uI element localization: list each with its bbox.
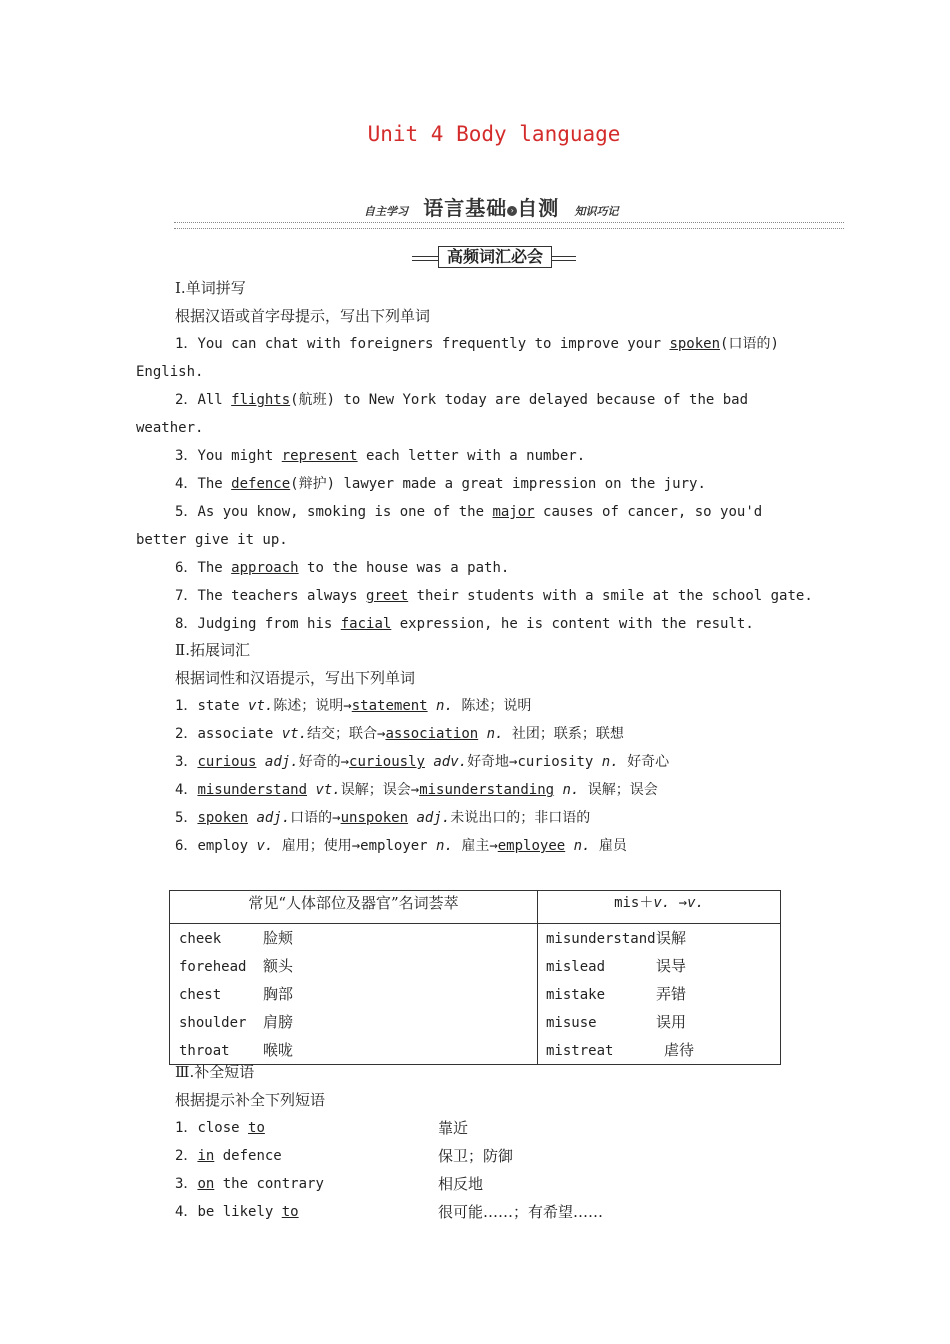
answer: spoken [197, 810, 249, 826]
page-title: Unit 4 Body language [367, 122, 621, 146]
phrase-meaning: 很可能……；有希望…… [438, 1203, 604, 1221]
answer: misunderstand [197, 782, 308, 798]
table-row: throat 喉咙 [179, 1041, 294, 1059]
phrase-meaning: 相反地 [438, 1175, 484, 1193]
answer: to [248, 1120, 265, 1136]
section-banner [174, 195, 844, 229]
answer: spoken [669, 336, 721, 352]
answer: flights [231, 392, 291, 408]
list-item: 1．close to [175, 1120, 265, 1136]
table-row: mistake 弄错 [546, 985, 687, 1003]
banner-left-label: 自主学习 [364, 205, 408, 218]
banner-right-label: 知识巧记 [574, 205, 619, 218]
table-row: mislead 误导 [546, 957, 687, 975]
phrase-meaning: 保卫；防御 [438, 1147, 514, 1165]
list-item: 2．in defence [175, 1148, 282, 1164]
list-item: 2．All flights(航班) to New York today are delayed because of the bad [175, 392, 749, 408]
list-item: 1．state vt.陈述；说明→statement n. 陈述；说明 [175, 698, 532, 714]
answer: in [197, 1148, 215, 1164]
vocab-table [169, 890, 781, 1065]
list-item: 3．curious adj.好奇的→curiously adv.好奇地→curiosity n. 好奇心 [175, 754, 670, 770]
table-row: shoulder 肩膀 [179, 1013, 294, 1031]
table-row: chest 胸部 [179, 985, 294, 1003]
table-row: cheek 脸颊 [179, 929, 294, 947]
answer: unspoken [340, 810, 409, 826]
answer: curious [197, 754, 257, 770]
table-row: forehead 额头 [179, 957, 294, 975]
part2-heading: Ⅱ.拓展词汇 [175, 641, 250, 659]
table-header-right: mis＋v. →v. [538, 891, 781, 924]
answer: misunderstanding [419, 782, 555, 798]
banner-main-label-2: 自测 [517, 196, 560, 220]
banner-divider [174, 222, 844, 229]
part1-instruction: 根据汉语或首字母提示，写出下列单词 [175, 307, 431, 325]
part1-heading: Ⅰ.单词拼写 [175, 279, 246, 297]
list-item: 5．spoken adj.口语的→unspoken adj.未说出口的；非口语的 [175, 810, 591, 826]
banner-main-label: 语言基础 [423, 196, 508, 220]
list-item: 4．be likely to [175, 1204, 299, 1220]
part3-instruction: 根据提示补全下列短语 [175, 1091, 326, 1109]
part3-heading: Ⅲ.补全短语 [175, 1063, 255, 1081]
table-row: misunderstand误解 [546, 929, 687, 947]
answer: approach [231, 560, 299, 576]
answer: to [281, 1204, 299, 1220]
part2-instruction: 根据词性和汉语提示，写出下列单词 [175, 669, 416, 687]
list-item: 8．Judging from his facial expression, he is content with the result. [175, 616, 754, 632]
table-row: mistreat 虐待 [546, 1041, 695, 1059]
arrow-icon: › [507, 206, 517, 216]
answer: on [197, 1176, 215, 1192]
list-item: 1．You can chat with foreigners frequently to improve your spoken(口语的) [175, 336, 779, 352]
answer: defence [231, 476, 291, 492]
list-item: 5．As you know, smoking is one of the major causes of cancer, so you'd [175, 504, 763, 520]
table-row: misuse 误用 [546, 1013, 687, 1031]
list-item: 3．You might represent each letter with a number. [175, 448, 586, 464]
list-item-continuation: weather. [136, 420, 204, 436]
answer: represent [281, 448, 358, 464]
answer: employee [497, 838, 566, 854]
section-header-label: 高频词汇必会 [438, 246, 552, 268]
list-item-continuation: better give it up. [136, 532, 288, 548]
table-header-left: 常见“人体部位及器官”名词荟萃 [170, 891, 538, 924]
list-item-continuation: English. [136, 364, 204, 380]
list-item: 7．The teachers always greet their students with a smile at the school gate. [175, 588, 813, 604]
list-item: 6．The approach to the house was a path. [175, 560, 510, 576]
answer: greet [366, 588, 409, 604]
list-item: 4．The defence(辩护) lawyer made a great impression on the jury. [175, 476, 706, 492]
list-item: 4．misunderstand vt.误解；误会→misunderstanding n. 误解；误会 [175, 782, 658, 798]
answer: facial [340, 616, 392, 632]
phrase-meaning: 靠近 [438, 1119, 469, 1137]
section-header [412, 245, 576, 267]
answer: association [385, 726, 479, 742]
answer: major [492, 504, 535, 520]
list-item: 3．on the contrary [175, 1176, 324, 1192]
list-item: 6．employ v. 雇用；使用→employer n. 雇主→employee n. 雇员 [175, 838, 627, 854]
answer: curiously [349, 754, 425, 770]
answer: statement [351, 698, 428, 714]
list-item: 2．associate vt.结交；联合→association n. 社团；联系；联想 [175, 726, 624, 742]
